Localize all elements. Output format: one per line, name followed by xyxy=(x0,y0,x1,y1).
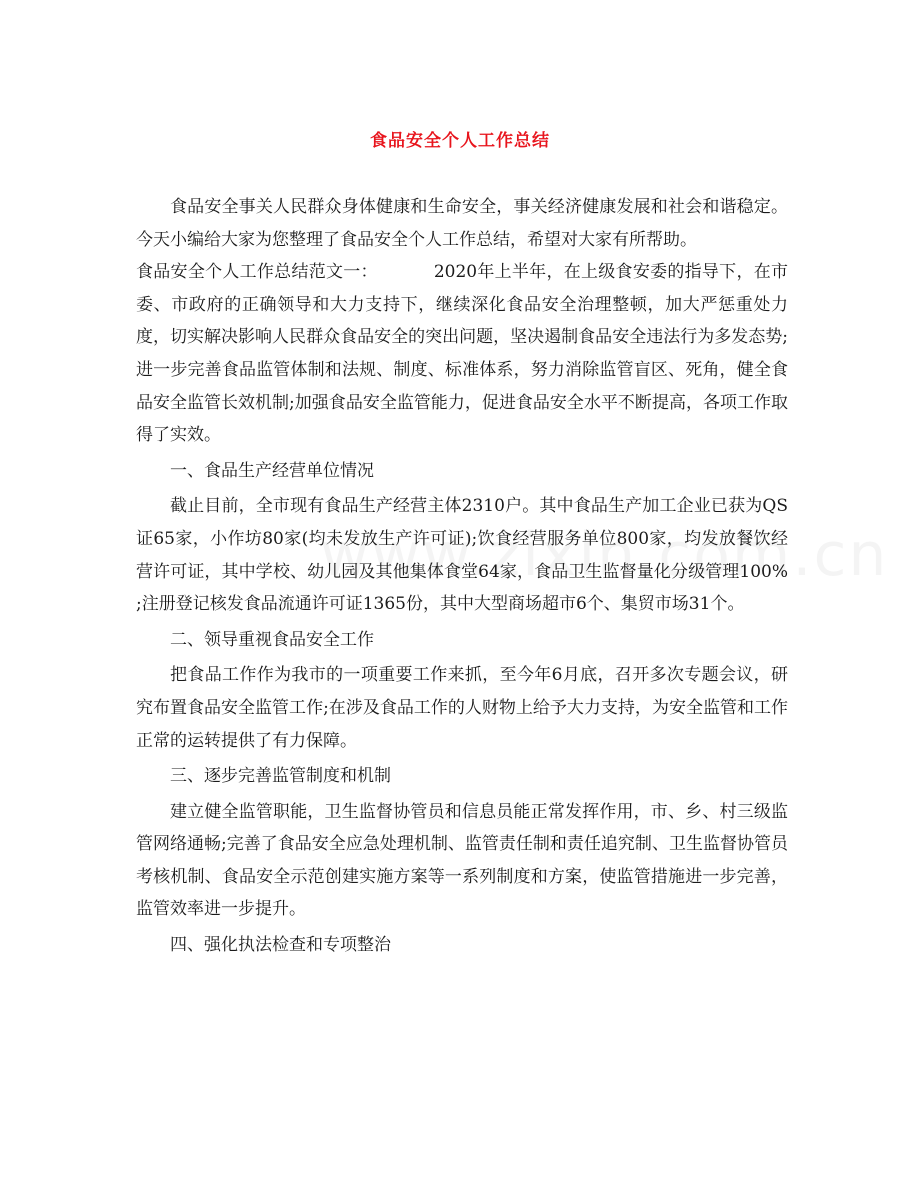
section-heading-1: 一、食品生产经营单位情况 xyxy=(170,460,374,481)
document-body xyxy=(136,191,788,965)
document-title: 食品安全个人工作总结 xyxy=(370,131,550,151)
section-heading-4: 四、强化执法检查和专项整治 xyxy=(170,935,391,956)
sample-label: 食品安全个人工作总结范文一： xyxy=(136,262,378,283)
sample-paragraph xyxy=(136,256,788,452)
section-paragraph-2: 把食品工作作为我市的一项重要工作来抓，至今年6月底，召开多次专题会议，研究布置食品安全监管工作;在涉及食品工作的人财物上给予大力支持，为安全监管和工作正常的运转提供了有力保障。 xyxy=(136,665,788,751)
section-paragraph-3: 建立健全监管职能，卫生监督协管员和信息员能正常发挥作用，市、乡、村三级监管网络通畅;完善了食品安全应急处理机制、监管责任制和责任追究制、卫生监督协管员考核机制、食品安全示范创建实施方案等一系列制度和方案，使监管措施进一步完善，监管效率进一步提升。 xyxy=(136,801,788,920)
section-heading-2: 二、领导重视食品安全工作 xyxy=(170,629,374,650)
sample-text: 2020年上半年，在上级食安委的指导下，在市委、市政府的正确领导和大力支持下，继续深化食品安全治理整顿，加大严惩重处力度，切实解决影响人民群众食品安全的突出问题，坚决遏制食品安全违法行为多发态势;进一步完善食品监管体制和法规、制度、标准体系，努力消除监管盲区、死角，健全食品安全监管长效机制;加强食品安全监管能力，促进食品安全水平不断提高，各项工作取得了实效。 xyxy=(136,262,789,446)
intro-paragraph: 食品安全事关人民群众身体健康和生命安全，事关经济健康发展和社会和谐稳定。今天小编给大家为您整理了食品安全个人工作总结，希望对大家有所帮助。 xyxy=(136,197,788,250)
section-paragraph-1: 截止目前，全市现有食品生产经营主体2310户。其中食品生产加工企业已获为QS证65家，小作坊80家(均未发放生产许可证);饮食经营服务单位800家，均发放餐饮经营许可证，其中学校、幼儿园及其他集体食堂64家，食品卫生监督量化分级管理100% ;注册登记核发食品流通许可证1365份，其中大型商场超市6个、集贸市场31个。 xyxy=(136,496,788,615)
section-heading-3: 三、逐步完善监管制度和机制 xyxy=(170,766,391,787)
